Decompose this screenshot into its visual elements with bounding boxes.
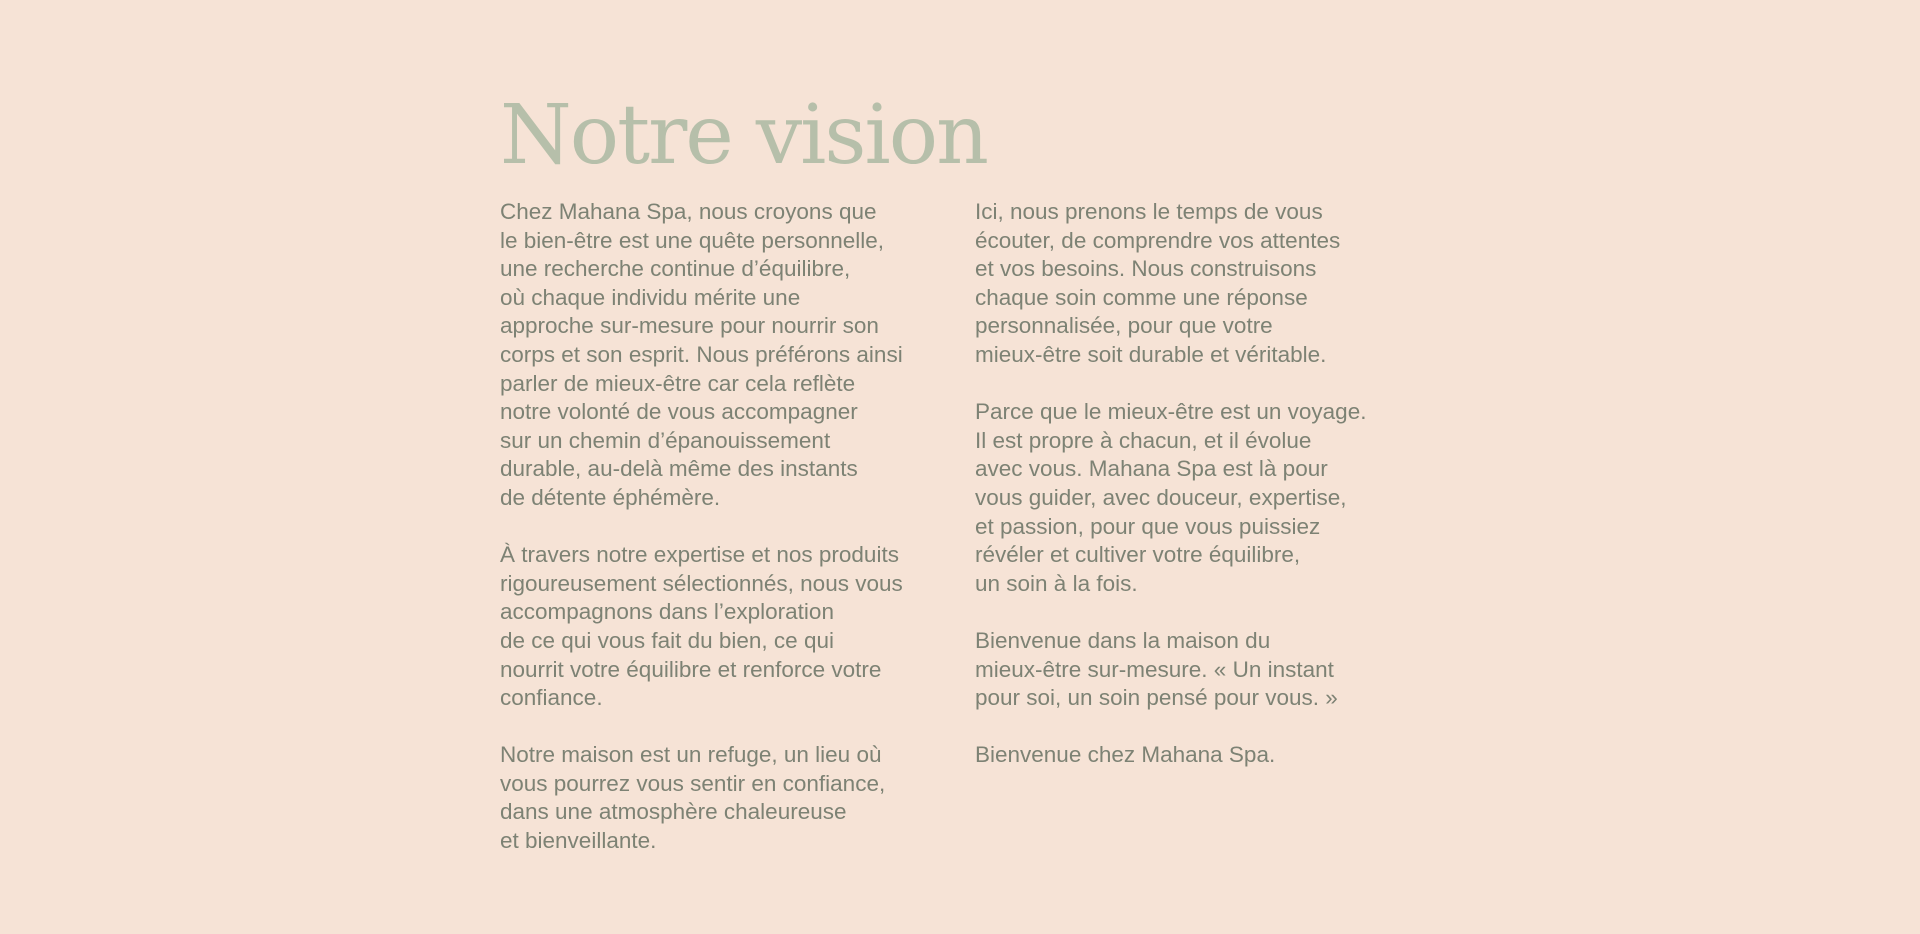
text-line: un soin à la fois.: [975, 570, 1138, 596]
text-line: confiance.: [500, 685, 603, 711]
text-line: vous guider, avec douceur, expertise,: [975, 484, 1347, 510]
text-line: de détente éphémère.: [500, 484, 721, 510]
text-line: durable, au-delà même des instants: [500, 456, 858, 482]
text-line: Il est propre à chacun, et il évolue: [975, 427, 1312, 453]
paragraph: [500, 741, 960, 855]
right-text-column: [975, 198, 1435, 770]
text-line: de ce qui vous fait du bien, ce qui: [500, 627, 834, 653]
paragraph: [975, 627, 1435, 713]
left-text-column: [500, 198, 960, 856]
page-title: Notre vision: [500, 88, 987, 183]
text-line: le bien-être est une quête personnelle,: [500, 227, 885, 253]
text-line: mieux-être soit durable et véritable.: [975, 341, 1327, 367]
text-line: mieux-être sur-mesure. « Un instant: [975, 656, 1334, 682]
text-line: chaque soin comme une réponse: [975, 284, 1308, 310]
paragraph: [500, 198, 960, 513]
text-line: nourrit votre équilibre et renforce votre: [500, 656, 882, 682]
text-line: Bienvenue chez Mahana Spa.: [975, 742, 1276, 768]
text-line: et passion, pour que vous puissiez: [975, 513, 1321, 539]
text-line: vous pourrez vous sentir en confiance,: [500, 770, 886, 796]
text-line: Bienvenue dans la maison du: [975, 627, 1271, 653]
text-line: personnalisée, pour que votre: [975, 313, 1273, 339]
text-line: révéler et cultiver votre équilibre,: [975, 542, 1301, 568]
text-line: écouter, de comprendre vos attentes: [975, 227, 1341, 253]
text-line: À travers notre expertise et nos produits: [500, 542, 899, 568]
text-line: pour soi, un soin pensé pour vous. »: [975, 685, 1338, 711]
text-line: rigoureusement sélectionnés, nous vous: [500, 570, 903, 596]
text-line: une recherche continue d’équilibre,: [500, 256, 851, 282]
paragraph: [975, 198, 1435, 370]
text-line: avec vous. Mahana Spa est là pour: [975, 456, 1328, 482]
paragraph: [500, 541, 960, 713]
text-line: Chez Mahana Spa, nous croyons que: [500, 199, 877, 224]
text-line: parler de mieux-être car cela reflète: [500, 370, 856, 396]
text-line: Ici, nous prenons le temps de vous: [975, 199, 1323, 224]
text-line: approche sur-mesure pour nourrir son: [500, 313, 879, 339]
text-line: dans une atmosphère chaleureuse: [500, 799, 847, 825]
paragraph: [975, 741, 1435, 770]
text-line: corps et son esprit. Nous préférons ainsi: [500, 341, 903, 367]
text-line: et vos besoins. Nous construisons: [975, 256, 1317, 282]
text-line: et bienveillante.: [500, 828, 657, 854]
text-line: Parce que le mieux-être est un voyage.: [975, 399, 1367, 425]
text-line: sur un chemin d’épanouissement: [500, 427, 831, 453]
paragraph: [975, 398, 1435, 598]
text-line: Notre maison est un refuge, un lieu où: [500, 742, 882, 768]
text-line: accompagnons dans l’exploration: [500, 599, 834, 625]
text-line: où chaque individu mérite une: [500, 284, 801, 310]
text-line: notre volonté de vous accompagner: [500, 399, 858, 425]
